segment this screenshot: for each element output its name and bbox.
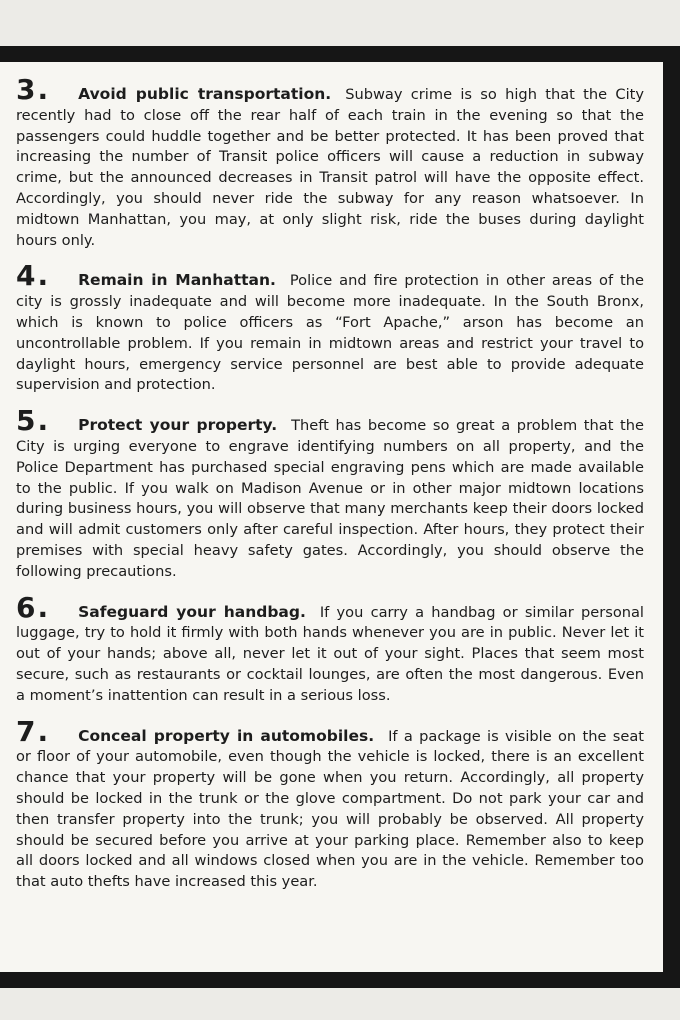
document-content [16, 73, 645, 893]
item-number: 3. [16, 73, 51, 106]
item-3 [16, 73, 645, 251]
item-heading: Remain in Manhattan. [78, 271, 276, 290]
item-5 [16, 404, 645, 582]
right-border-bar [663, 46, 680, 986]
bottom-border-bar [0, 972, 680, 988]
item-body: Subway crime is so high that the City recently had to close off the rear half of each train in the evening so that the passengers could huddle together and be better protected. It has been proved that increasing the number of Transit police officers will cause a reduction in subway crime, but the announced decreases in Transit patrol will have the opposite effect. Accordingly, you should never ride the subway for any reason whatsoever. In midtown Manhattan, you may, at only slight risk, ride the buses during daylight hours only. [16, 86, 645, 249]
item-heading: Conceal property in automobiles. [78, 726, 375, 745]
item-7 [16, 714, 644, 893]
item-body: Theft has become so great a problem that the City is urging everyone to engrave identifying numbers on all property, and the Police Department has purchased special engraving pens which are made available to the public. If you walk on Madison Avenue or in other major midtown locations during business hours, you will observe that many merchants keep their doors locked and will admit customers only after careful inspection. After hours, they protect their premises with special heavy safety gates. Accordingly, you should observe the following precautions. [16, 417, 645, 580]
item-number: 5. [16, 404, 51, 438]
top-border-bar [0, 46, 680, 62]
item-heading: Safeguard your handbag. [78, 602, 306, 621]
item-heading: Protect your property. [78, 416, 278, 435]
item-body: If you carry a handbag or similar personal luggage, try to hold it firmly with both hands whenever you are in public. Never let it out of your hands; above all, never let it out of your sight. Places that seem most secure, such as restaurants or cocktail lounges, are often the most dangerous. Even a moment’s inattention can result in a serious loss. [16, 603, 644, 704]
item-heading: Avoid public transportation. [78, 85, 332, 103]
item-body: If a package is visible on the seat or floor of your automobile, even though the vehicle is locked, there is an excellent chance that your property will be gone when you return. Accordingly, all property should be locked in the trunk or the glove compartment. Do not park your car and then transfer property into the trunk; you will probably be observed. All property should be secured before you arrive at your parking place. Remember also to keep all doors locked and all windows closed when you are in the vehicle. Remember too that auto thefts have increased this year. [16, 727, 644, 891]
item-body: Police and fire protection in other areas of the city is grossly inadequate and will become more inadequate. In the South Bronx, which is known to police officers as “Fort Apache,” arson has become an uncontrollable problem. If you remain in midtown areas and restrict your travel to daylight hours, emergency service personnel are best able to provide adequate supervision and protection. [16, 272, 644, 394]
item-number: 4. [16, 259, 51, 293]
item-6 [16, 590, 644, 707]
item-4 [16, 259, 644, 396]
item-number: 7. [16, 714, 51, 748]
item-number: 6. [16, 590, 51, 624]
